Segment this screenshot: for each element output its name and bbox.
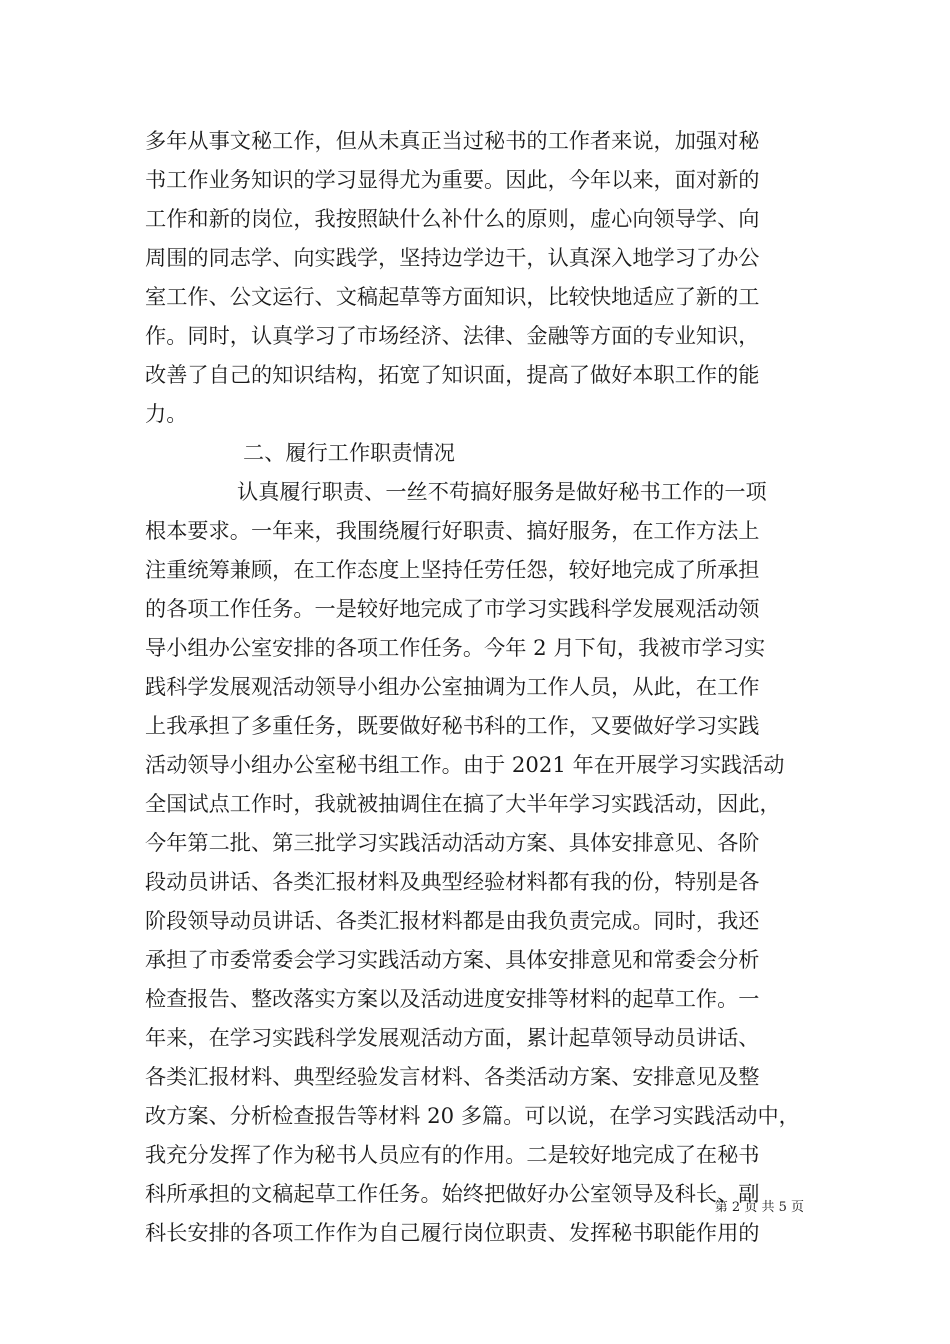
- text-line: 作。同时，认真学习了市场经济、法律、金融等方面的专业知识，: [145, 323, 760, 348]
- text-line: 改方案、分析检查报告等材料 20 多篇。可以说，在学习实践活动中，: [145, 1103, 800, 1128]
- page-number: 第 2 页 共 5 页: [714, 1200, 804, 1215]
- text-line: 多年从事文秘工作，但从未真正当过秘书的工作者来说，加强对秘: [145, 128, 760, 153]
- text-line: 周围的同志学、向实践学，坚持边学边干，认真深入地学习了办公: [145, 245, 760, 270]
- text-line: 根本要求。一年来，我围绕履行好职责、搞好服务，在工作方法上: [145, 518, 760, 543]
- text-line: 上我承担了多重任务，既要做好秘书科的工作，又要做好学习实践: [145, 713, 760, 738]
- text-line: 践科学发展观活动领导小组办公室抽调为工作人员，从此，在工作: [145, 674, 760, 699]
- text-line: 各类汇报材料、典型经验发言材料、各类活动方案、安排意见及整: [145, 1064, 760, 1089]
- section-heading: 二、履行工作职责情况: [243, 440, 455, 465]
- text-line: 科所承担的文稿起草工作任务。始终把做好办公室领导及科长、副: [145, 1181, 760, 1206]
- paragraph-first-line: 认真履行职责、一丝不苟搞好服务是做好秘书工作的一项: [237, 479, 767, 504]
- text-line: 活动领导小组办公室秘书组工作。由于 2021 年在开展学习实践活动: [145, 752, 785, 777]
- text-line: 力。: [145, 401, 188, 426]
- text-line: 全国试点工作时，我就被抽调住在搞了大半年学习实践活动，因此，: [145, 791, 781, 816]
- text-line: 导小组办公室安排的各项工作任务。今年 2 月下旬，我被市学习实: [145, 635, 766, 660]
- document-body: [145, 121, 815, 1252]
- text-line: 段动员讲话、各类汇报材料及典型经验材料都有我的份，特别是各: [145, 869, 760, 894]
- text-line: 检查报告、整改落实方案以及活动进度安排等材料的起草工作。一: [145, 986, 760, 1011]
- text-line: 今年第二批、第三批学习实践活动活动方案、具体安排意见、各阶: [145, 830, 760, 855]
- text-line: 阶段领导动员讲话、各类汇报材料都是由我负责完成。同时，我还: [145, 908, 760, 933]
- text-line: 工作和新的岗位，我按照缺什么补什么的原则，虚心向领导学、向: [145, 206, 760, 231]
- text-line: 注重统筹兼顾，在工作态度上坚持任劳任怨，较好地完成了所承担: [145, 557, 760, 582]
- text-line: 的各项工作任务。一是较好地完成了市学习实践科学发展观活动领: [145, 596, 760, 621]
- text-line: 改善了自己的知识结构，拓宽了知识面，提高了做好本职工作的能: [145, 362, 760, 387]
- text-line: 我充分发挥了作为秘书人员应有的作用。二是较好地完成了在秘书: [145, 1142, 760, 1167]
- text-line: 科长安排的各项工作作为自己履行岗位职责、发挥秘书职能作用的: [145, 1220, 760, 1245]
- text-line: 书工作业务知识的学习显得尤为重要。因此，今年以来，面对新的: [145, 167, 760, 192]
- text-line: 年来，在学习实践科学发展观活动方面，累计起草领导动员讲话、: [145, 1025, 760, 1050]
- text-line: 室工作、公文运行、文稿起草等方面知识，比较快地适应了新的工: [145, 284, 760, 309]
- text-line: 承担了市委常委会学习实践活动方案、具体安排意见和常委会分析: [145, 947, 760, 972]
